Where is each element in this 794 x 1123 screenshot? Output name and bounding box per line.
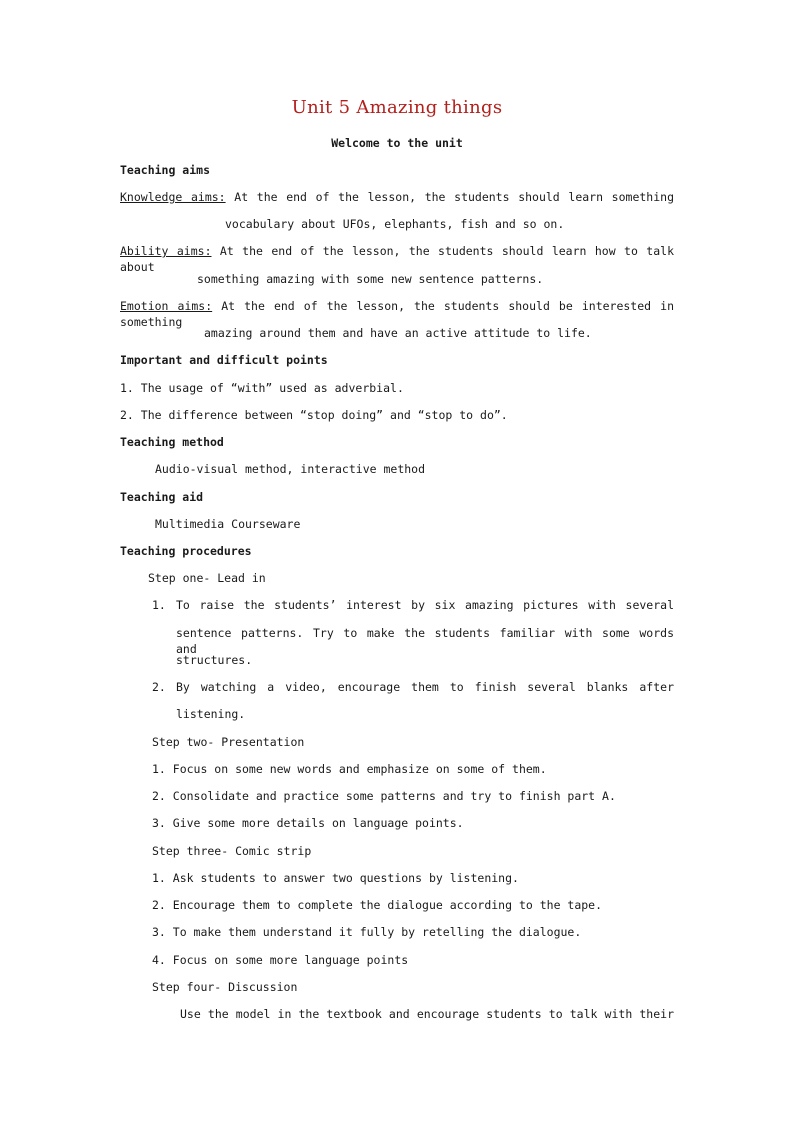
step-one-item2-line1: By watching a video, encourage them to finish several blanks after xyxy=(176,680,674,694)
important-point-2: 2. The difference between “stop doing” and “stop to do”. xyxy=(120,408,508,422)
step-four-title: Step four- Discussion xyxy=(152,980,298,994)
ability-aims-label: Ability aims: xyxy=(120,244,212,258)
emotion-aims-line2: amazing around them and have an active attitude to life. xyxy=(204,326,592,340)
step-three-item: 4. Focus on some more language points xyxy=(152,953,409,967)
step-two-item: 1. Focus on some new words and emphasize on some of them. xyxy=(152,762,547,776)
step-three-item: 3. To make them understand it fully by retelling the dialogue. xyxy=(152,925,582,939)
step-one-item2-line2: listening. xyxy=(176,707,246,721)
teaching-procedures-heading: Teaching procedures xyxy=(120,544,252,558)
step-one-title: Step one- Lead in xyxy=(148,571,266,585)
teaching-aims-heading: Teaching aims xyxy=(120,163,211,177)
step-three-title: Step three- Comic strip xyxy=(152,844,312,858)
step-one-item1-number: 1. xyxy=(152,598,166,612)
knowledge-aims-text: At the end of the lesson, the students should learn something xyxy=(234,190,674,204)
step-one-item1-line2: sentence patterns. Try to make the students familiar with some words and xyxy=(176,626,674,656)
step-one-item1-line3: structures. xyxy=(176,653,253,667)
step-two-item: 2. Consolidate and practice some patterns and try to finish part A. xyxy=(152,789,616,803)
teaching-method-heading: Teaching method xyxy=(120,435,224,449)
important-points-heading: Important and difficult points xyxy=(120,353,328,367)
ability-aims-text: At the end of the lesson, the students should learn how to talk about xyxy=(120,244,674,274)
knowledge-aims-line1 xyxy=(120,189,674,205)
teaching-aid-text: Multimedia Courseware xyxy=(155,517,301,531)
emotion-aims-text: At the end of the lesson, the students should be interested in something xyxy=(120,299,674,329)
important-point-1: 1. The usage of “with” used as adverbial. xyxy=(120,381,404,395)
emotion-aims-label: Emotion aims: xyxy=(120,299,213,313)
step-three-item: 2. Encourage them to complete the dialogue according to the tape. xyxy=(152,898,603,912)
document-title: Unit 5 Amazing things xyxy=(291,97,503,118)
teaching-aid-heading: Teaching aid xyxy=(120,490,204,504)
step-two-item: 3. Give some more details on language points. xyxy=(152,816,464,830)
document-subtitle: Welcome to the unit xyxy=(331,136,463,150)
knowledge-aims-label: Knowledge aims: xyxy=(120,190,226,204)
step-one-item2-number: 2. xyxy=(152,680,166,694)
step-three-item: 1. Ask students to answer two questions by listening. xyxy=(152,871,519,885)
ability-aims-line2: something amazing with some new sentence patterns. xyxy=(197,272,544,286)
step-one-item1-line1: To raise the students’ interest by six amazing pictures with several xyxy=(176,598,674,612)
step-four-text: Use the model in the textbook and encourage students to talk with their xyxy=(180,1007,674,1021)
teaching-method-text: Audio-visual method, interactive method xyxy=(155,462,426,476)
step-two-title: Step two- Presentation xyxy=(152,735,305,749)
knowledge-aims-line2: vocabulary about UFOs, elephants, fish and so on. xyxy=(225,217,565,231)
